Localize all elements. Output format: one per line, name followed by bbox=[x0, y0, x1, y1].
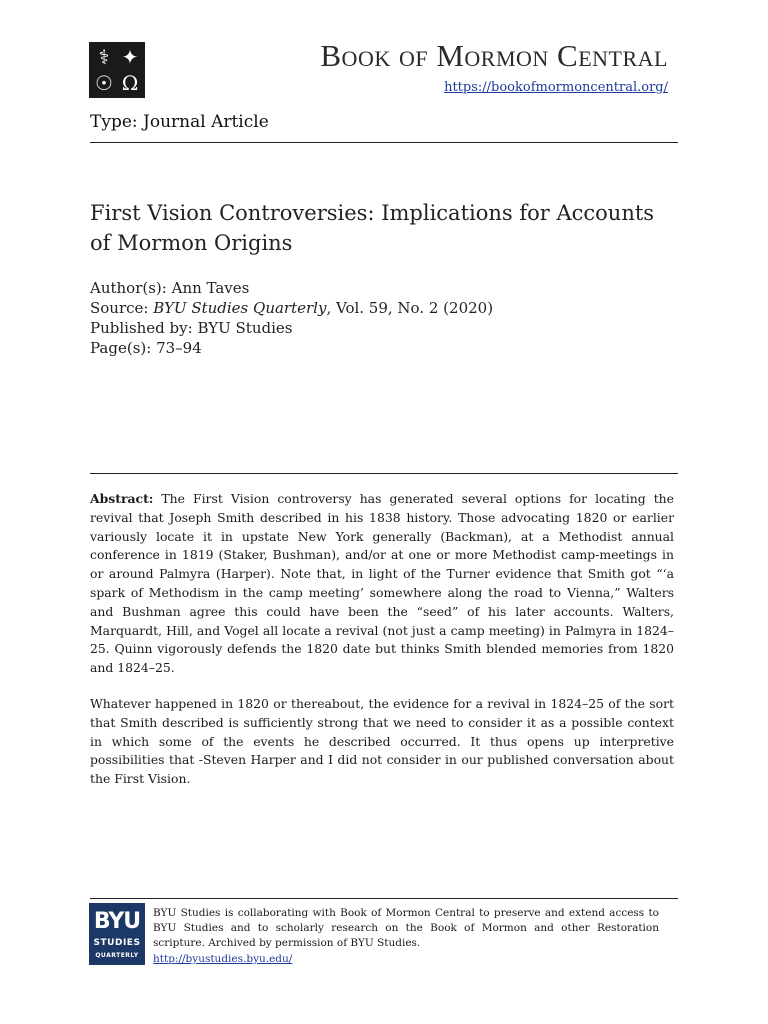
authors: Author(s): Ann Taves bbox=[90, 279, 250, 297]
article-title: First Vision Controversies: Implications for Accounts of Mormon Origins bbox=[90, 201, 655, 255]
source-prefix: Source: bbox=[90, 299, 154, 317]
footer-divider bbox=[90, 898, 678, 899]
article-metadata bbox=[90, 278, 493, 358]
document-type: Type: Journal Article bbox=[90, 112, 269, 132]
quarterly-logo-text: QUARTERLY bbox=[95, 952, 139, 959]
source-details: , Vol. 59, No. 2 (2020) bbox=[326, 299, 494, 317]
bird-icon: ✦ bbox=[121, 45, 139, 69]
footer-notice: BYU Studies is collaborating with Book of Mormon Central to preserve and extend access to BYU Studies and to scholarly research on the Book of Mormon and other Restoration scripture. Archived by permission of BYU Studies. bbox=[153, 907, 659, 950]
source bbox=[90, 298, 493, 318]
abstract-divider bbox=[90, 473, 678, 474]
site-url-link[interactable]: https://bookofmormoncentral.org/ bbox=[444, 80, 668, 95]
byu-studies-logo bbox=[89, 903, 145, 965]
header-divider bbox=[90, 142, 678, 143]
byu-logo-text: BYU bbox=[93, 909, 141, 934]
abstract-paragraph-2: Whatever happened in 1820 or thereabout, the evidence for a revival in 1824–25 of the sort that Smith described is sufficiently strong that we need to consider it as a possible context in which some of the events he described occurred. It thus opens up interpretive possibilities that -Steven Harper and I did not consider in our published conversation about the First Vision. bbox=[90, 696, 674, 787]
byu-studies-link[interactable]: http://byustudies.byu.edu/ bbox=[153, 953, 293, 965]
publisher: Published by: BYU Studies bbox=[90, 319, 293, 337]
eye-icon: ☉ bbox=[95, 71, 113, 95]
omega-icon: Ω bbox=[121, 71, 139, 95]
abstract-label: Abstract: bbox=[90, 491, 154, 506]
book-of-mormon-central-logo bbox=[89, 42, 145, 98]
staff-icon: ⚕ bbox=[98, 45, 110, 69]
pages: Page(s): 73–94 bbox=[90, 339, 202, 357]
abstract-paragraph bbox=[90, 490, 674, 678]
studies-logo-text: STUDIES bbox=[93, 938, 141, 948]
site-title: Book of Mormon Central bbox=[320, 38, 668, 73]
source-journal: BYU Studies Quarterly bbox=[153, 299, 327, 317]
abstract-text: The First Vision controversy has generated several options for locating the revival that Joseph Smith described in his 1838 history. Those advocating 1820 or earlier variously locate it in upstate New York generally (Backman), at a Methodist annual conference in 1819 (Staker, Bushman), and/or at one or more Methodist camp-meetings in or around Palmyra (Harper). Note that, in light of the Turner evidence that Smith got “‘a spark of Methodism in the camp meeting’ somewhere along the road to Vienna,” Walters and Bushman agree this could have been the “seed” of his later accounts. Walters, Marquardt, Hill, and Vogel all locate a revival (not just a camp meeting) in Palmyra in 1824–25. Quinn vigorously defends the 1820 date but thinks Smith blended memories from 1820 and 1824–25. bbox=[90, 491, 674, 676]
